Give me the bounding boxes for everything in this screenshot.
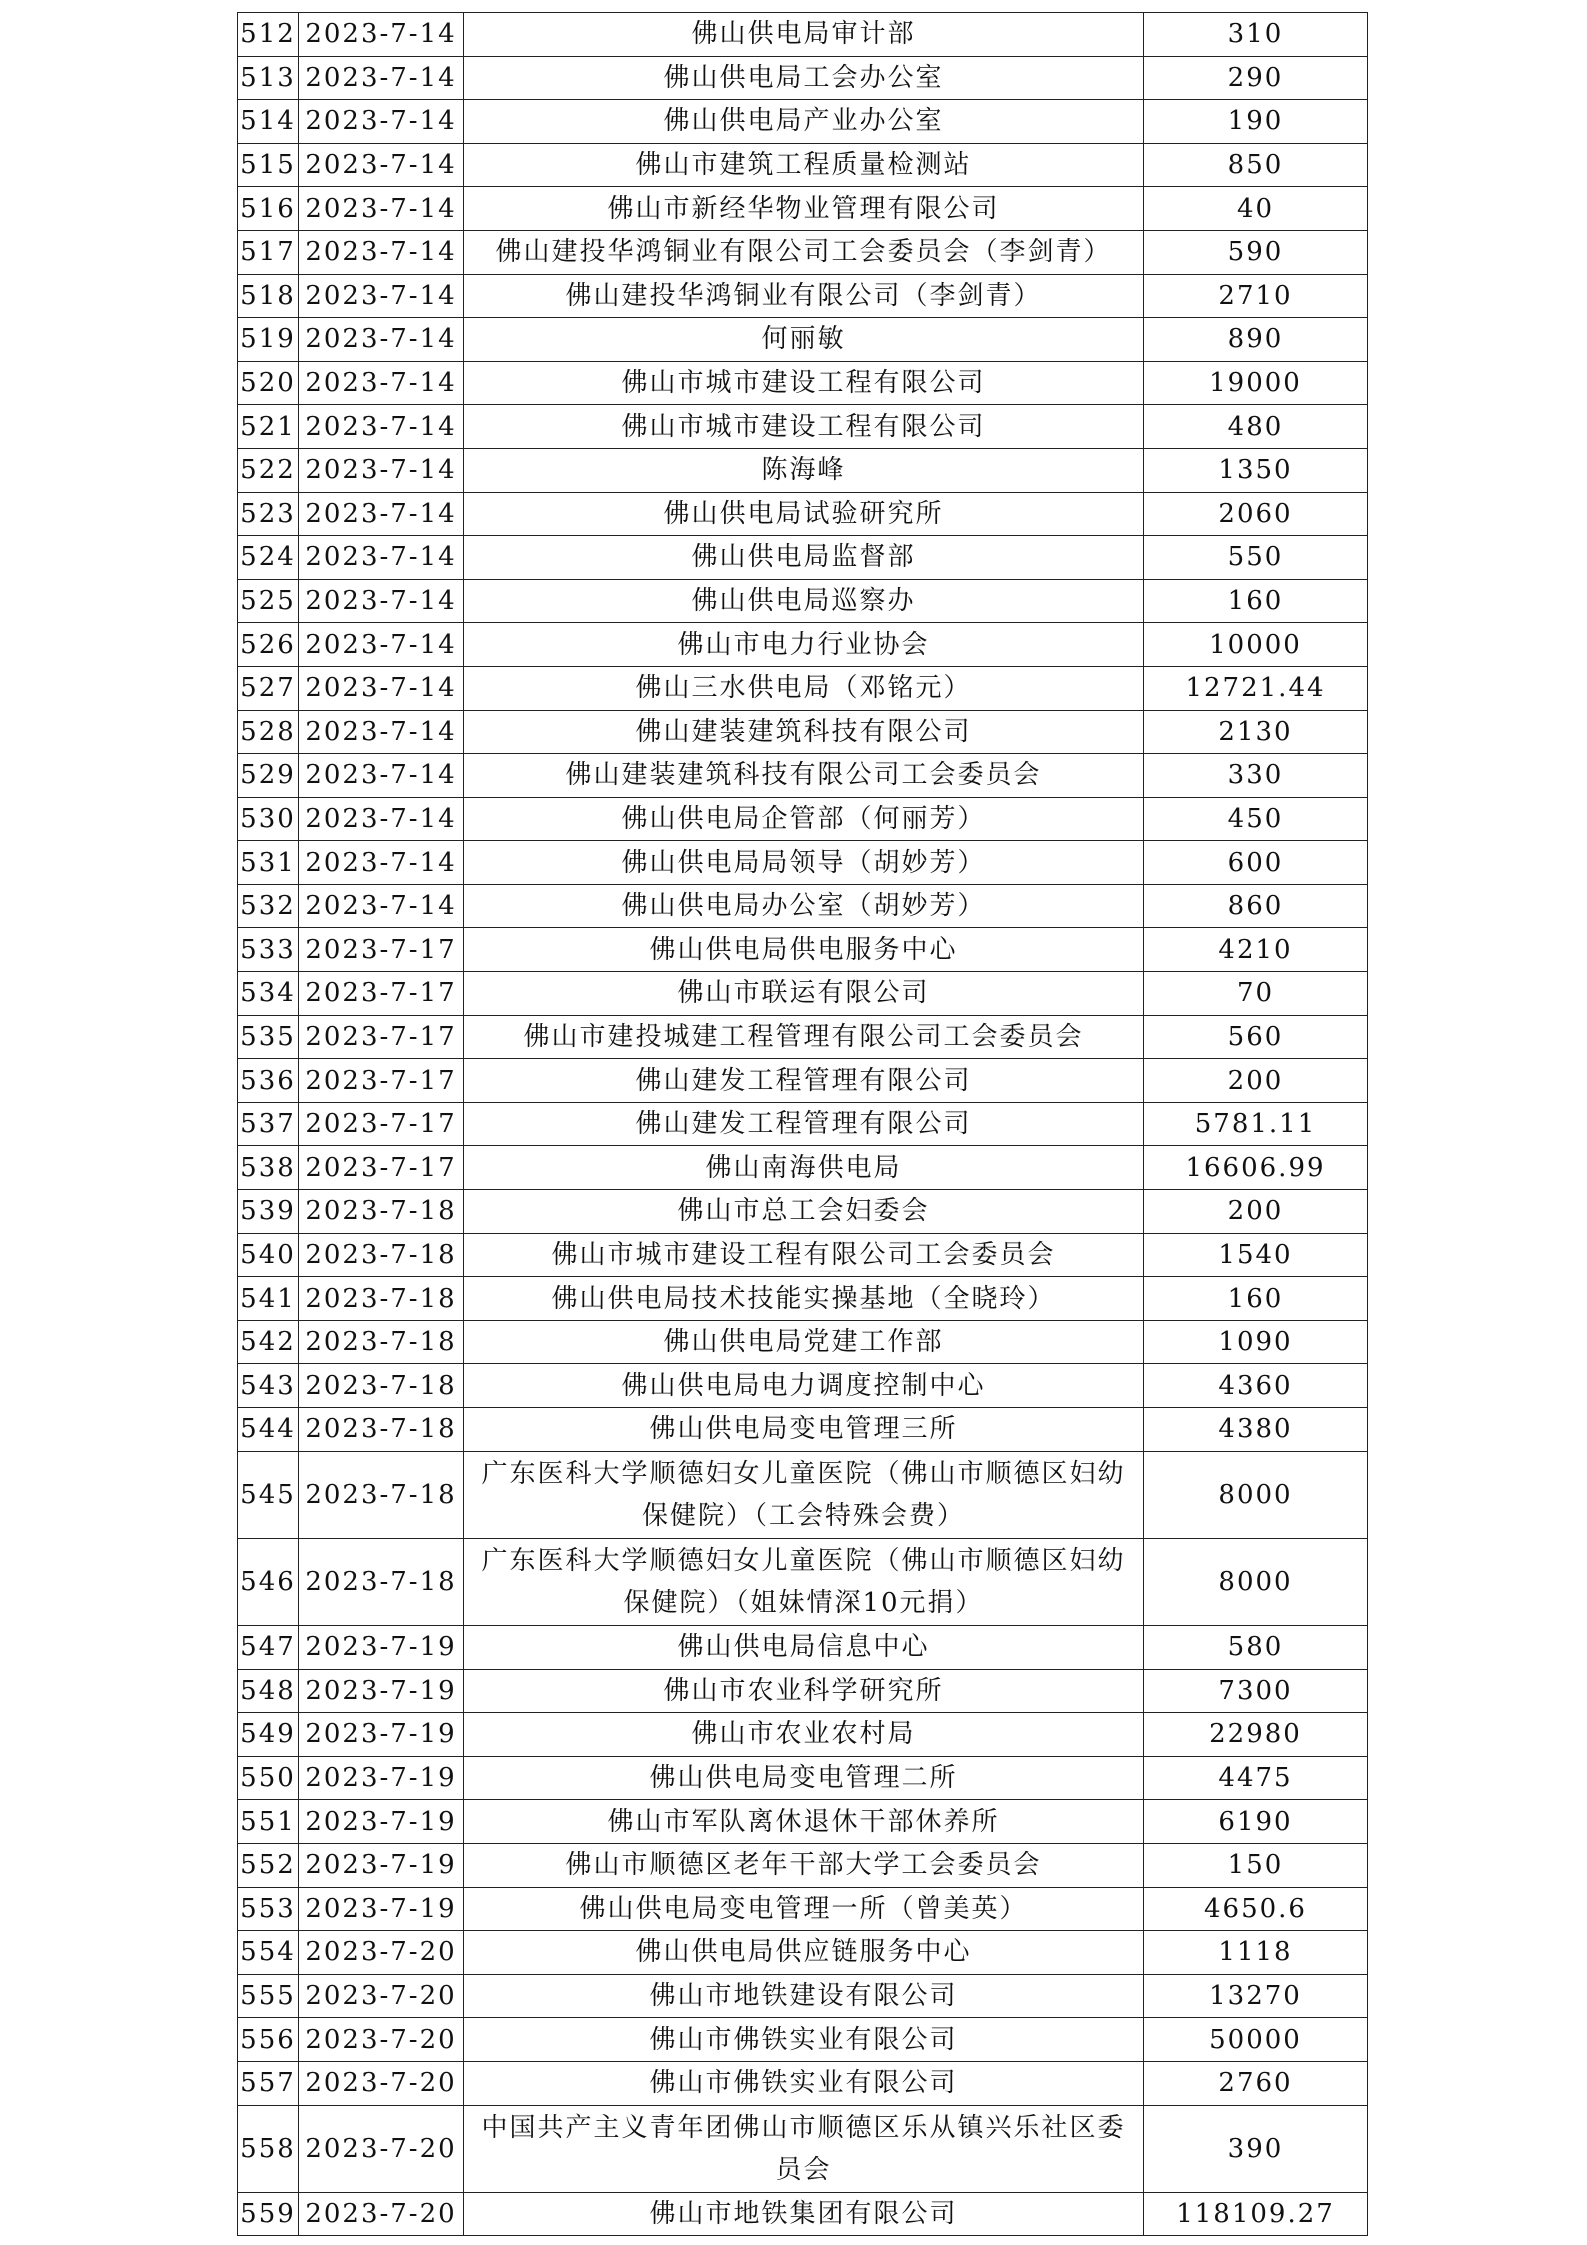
row-number: 519 [238, 318, 299, 362]
table-row [238, 1059, 1368, 1103]
row-number: 521 [238, 405, 299, 449]
row-donor-name: 佛山市城市建设工程有限公司工会委员会 [464, 1233, 1144, 1277]
table-row [238, 274, 1368, 318]
row-date: 2023-7-14 [299, 274, 464, 318]
row-donor-name: 佛山供电局变电管理一所（曾美英） [464, 1887, 1144, 1931]
row-donor-name: 佛山供电局巡察办 [464, 579, 1144, 623]
row-number: 556 [238, 2018, 299, 2062]
table-row [238, 492, 1368, 536]
row-date: 2023-7-19 [299, 1843, 464, 1887]
row-number: 522 [238, 448, 299, 492]
row-number: 518 [238, 274, 299, 318]
table-row [238, 405, 1368, 449]
row-amount: 40 [1144, 187, 1368, 231]
row-amount: 1118 [1144, 1931, 1368, 1975]
row-donor-name: 佛山市总工会妇委会 [464, 1190, 1144, 1234]
row-donor-name: 佛山市地铁建设有限公司 [464, 1974, 1144, 2018]
row-donor-name: 佛山市军队离休退休干部休养所 [464, 1800, 1144, 1844]
row-date: 2023-7-14 [299, 623, 464, 667]
row-number: 514 [238, 100, 299, 144]
row-amount: 150 [1144, 1843, 1368, 1887]
row-number: 543 [238, 1364, 299, 1408]
row-date: 2023-7-17 [299, 1059, 464, 1103]
row-number: 516 [238, 187, 299, 231]
row-donor-name: 佛山建发工程管理有限公司 [464, 1102, 1144, 1146]
row-amount: 4380 [1144, 1408, 1368, 1452]
row-donor-name: 佛山供电局技术技能实操基地（全晓玲） [464, 1277, 1144, 1321]
row-amount: 1540 [1144, 1233, 1368, 1277]
row-donor-name: 佛山市地铁集团有限公司 [464, 2192, 1144, 2236]
row-number: 531 [238, 841, 299, 885]
row-amount: 4360 [1144, 1364, 1368, 1408]
row-amount: 860 [1144, 884, 1368, 928]
row-number: 525 [238, 579, 299, 623]
row-donor-name: 中国共产主义青年团佛山市顺德区乐从镇兴乐社区委员会 [464, 2105, 1144, 2192]
table-row [238, 2018, 1368, 2062]
row-date: 2023-7-17 [299, 972, 464, 1016]
row-date: 2023-7-18 [299, 1538, 464, 1625]
row-amount: 1090 [1144, 1320, 1368, 1364]
table-row [238, 1320, 1368, 1364]
row-number: 523 [238, 492, 299, 536]
row-amount: 16606.99 [1144, 1146, 1368, 1190]
row-date: 2023-7-20 [299, 1931, 464, 1975]
table-row [238, 841, 1368, 885]
row-number: 541 [238, 1277, 299, 1321]
row-amount: 5781.11 [1144, 1102, 1368, 1146]
row-number: 550 [238, 1756, 299, 1800]
table-row [238, 1800, 1368, 1844]
table-row [238, 754, 1368, 798]
table-row [238, 579, 1368, 623]
row-donor-name: 佛山市城市建设工程有限公司 [464, 405, 1144, 449]
table-row [238, 1931, 1368, 1975]
row-number: 528 [238, 710, 299, 754]
table-row [238, 1233, 1368, 1277]
row-donor-name: 佛山供电局供电服务中心 [464, 928, 1144, 972]
row-amount: 560 [1144, 1015, 1368, 1059]
row-amount: 390 [1144, 2105, 1368, 2192]
row-donor-name: 佛山建投华鸿铜业有限公司工会委员会（李剑青） [464, 230, 1144, 274]
row-date: 2023-7-19 [299, 1669, 464, 1713]
table-row [238, 143, 1368, 187]
row-number: 551 [238, 1800, 299, 1844]
row-donor-name: 佛山市农业农村局 [464, 1713, 1144, 1757]
row-donor-name: 佛山三水供电局（邓铭元） [464, 666, 1144, 710]
row-date: 2023-7-14 [299, 361, 464, 405]
row-donor-name: 佛山市电力行业协会 [464, 623, 1144, 667]
row-date: 2023-7-14 [299, 448, 464, 492]
row-donor-name: 佛山供电局变电管理三所 [464, 1408, 1144, 1452]
row-donor-name: 佛山市城市建设工程有限公司 [464, 361, 1144, 405]
row-number: 545 [238, 1451, 299, 1538]
row-date: 2023-7-14 [299, 536, 464, 580]
row-amount: 13270 [1144, 1974, 1368, 2018]
row-date: 2023-7-18 [299, 1364, 464, 1408]
table-row [238, 1146, 1368, 1190]
row-number: 526 [238, 623, 299, 667]
row-number: 530 [238, 797, 299, 841]
table-row [238, 1538, 1368, 1625]
row-number: 534 [238, 972, 299, 1016]
row-date: 2023-7-14 [299, 56, 464, 100]
table-row [238, 2105, 1368, 2192]
row-date: 2023-7-18 [299, 1190, 464, 1234]
row-number: 537 [238, 1102, 299, 1146]
row-donor-name: 何丽敏 [464, 318, 1144, 362]
table-row [238, 1843, 1368, 1887]
row-amount: 8000 [1144, 1538, 1368, 1625]
table-row [238, 187, 1368, 231]
table-row [238, 884, 1368, 928]
row-date: 2023-7-20 [299, 1974, 464, 2018]
row-date: 2023-7-14 [299, 797, 464, 841]
row-number: 524 [238, 536, 299, 580]
row-amount: 330 [1144, 754, 1368, 798]
row-amount: 200 [1144, 1190, 1368, 1234]
row-amount: 2060 [1144, 492, 1368, 536]
row-amount: 2710 [1144, 274, 1368, 318]
row-number: 549 [238, 1713, 299, 1757]
row-donor-name: 佛山供电局信息中心 [464, 1625, 1144, 1669]
row-date: 2023-7-14 [299, 13, 464, 57]
table-row [238, 1190, 1368, 1234]
row-donor-name: 佛山建发工程管理有限公司 [464, 1059, 1144, 1103]
row-amount: 2760 [1144, 2061, 1368, 2105]
table-row [238, 1277, 1368, 1321]
row-amount: 4650.6 [1144, 1887, 1368, 1931]
row-date: 2023-7-18 [299, 1408, 464, 1452]
row-amount: 1350 [1144, 448, 1368, 492]
table-row [238, 797, 1368, 841]
row-amount: 7300 [1144, 1669, 1368, 1713]
row-donor-name: 佛山供电局办公室（胡妙芳） [464, 884, 1144, 928]
row-date: 2023-7-20 [299, 2018, 464, 2062]
row-number: 529 [238, 754, 299, 798]
table-row [238, 56, 1368, 100]
row-donor-name: 佛山市佛铁实业有限公司 [464, 2018, 1144, 2062]
row-amount: 4210 [1144, 928, 1368, 972]
row-number: 536 [238, 1059, 299, 1103]
row-number: 547 [238, 1625, 299, 1669]
row-amount: 50000 [1144, 2018, 1368, 2062]
row-date: 2023-7-14 [299, 492, 464, 536]
row-donor-name: 佛山市建筑工程质量检测站 [464, 143, 1144, 187]
row-amount: 310 [1144, 13, 1368, 57]
row-date: 2023-7-20 [299, 2192, 464, 2236]
row-date: 2023-7-20 [299, 2105, 464, 2192]
row-date: 2023-7-14 [299, 187, 464, 231]
row-donor-name: 佛山建装建筑科技有限公司 [464, 710, 1144, 754]
row-donor-name: 佛山供电局监督部 [464, 536, 1144, 580]
row-number: 555 [238, 1974, 299, 2018]
row-donor-name: 佛山供电局试验研究所 [464, 492, 1144, 536]
table-row [238, 1756, 1368, 1800]
table-row [238, 666, 1368, 710]
row-date: 2023-7-17 [299, 1146, 464, 1190]
row-number: 535 [238, 1015, 299, 1059]
row-amount: 2130 [1144, 710, 1368, 754]
row-amount: 118109.27 [1144, 2192, 1368, 2236]
row-number: 527 [238, 666, 299, 710]
row-amount: 450 [1144, 797, 1368, 841]
row-date: 2023-7-19 [299, 1713, 464, 1757]
row-date: 2023-7-14 [299, 666, 464, 710]
row-donor-name: 广东医科大学顺德妇女儿童医院（佛山市顺德区妇幼保健院）（工会特殊会费） [464, 1451, 1144, 1538]
row-amount: 850 [1144, 143, 1368, 187]
row-amount: 70 [1144, 972, 1368, 1016]
table-row [238, 623, 1368, 667]
row-donor-name: 佛山市顺德区老年干部大学工会委员会 [464, 1843, 1144, 1887]
row-date: 2023-7-14 [299, 754, 464, 798]
row-date: 2023-7-14 [299, 884, 464, 928]
table-row [238, 1408, 1368, 1452]
table-row [238, 318, 1368, 362]
row-date: 2023-7-20 [299, 2061, 464, 2105]
donation-table [237, 12, 1368, 2236]
row-donor-name: 广东医科大学顺德妇女儿童医院（佛山市顺德区妇幼保健院）（姐妹情深10元捐） [464, 1538, 1144, 1625]
row-donor-name: 佛山市农业科学研究所 [464, 1669, 1144, 1713]
table-row [238, 1887, 1368, 1931]
row-amount: 290 [1144, 56, 1368, 100]
row-amount: 600 [1144, 841, 1368, 885]
row-number: 540 [238, 1233, 299, 1277]
row-date: 2023-7-19 [299, 1625, 464, 1669]
table-row [238, 1625, 1368, 1669]
row-number: 557 [238, 2061, 299, 2105]
row-donor-name: 佛山供电局审计部 [464, 13, 1144, 57]
row-amount: 4475 [1144, 1756, 1368, 1800]
row-donor-name: 佛山市新经华物业管理有限公司 [464, 187, 1144, 231]
row-donor-name: 佛山供电局电力调度控制中心 [464, 1364, 1144, 1408]
row-date: 2023-7-14 [299, 230, 464, 274]
table-row [238, 2192, 1368, 2236]
row-donor-name: 佛山供电局供应链服务中心 [464, 1931, 1144, 1975]
row-date: 2023-7-17 [299, 1102, 464, 1146]
table-row [238, 13, 1368, 57]
row-number: 532 [238, 884, 299, 928]
row-date: 2023-7-18 [299, 1233, 464, 1277]
table-row [238, 1713, 1368, 1757]
row-date: 2023-7-14 [299, 100, 464, 144]
table-row [238, 448, 1368, 492]
table-row [238, 928, 1368, 972]
table-row [238, 1451, 1368, 1538]
row-amount: 160 [1144, 579, 1368, 623]
row-donor-name: 陈海峰 [464, 448, 1144, 492]
table-row [238, 1015, 1368, 1059]
row-number: 515 [238, 143, 299, 187]
row-number: 533 [238, 928, 299, 972]
row-donor-name: 佛山供电局产业办公室 [464, 100, 1144, 144]
row-donor-name: 佛山市联运有限公司 [464, 972, 1144, 1016]
table-row [238, 230, 1368, 274]
row-amount: 8000 [1144, 1451, 1368, 1538]
row-amount: 19000 [1144, 361, 1368, 405]
row-date: 2023-7-19 [299, 1800, 464, 1844]
row-number: 552 [238, 1843, 299, 1887]
table-row [238, 1974, 1368, 2018]
row-date: 2023-7-17 [299, 928, 464, 972]
row-date: 2023-7-14 [299, 143, 464, 187]
row-amount: 480 [1144, 405, 1368, 449]
row-donor-name: 佛山供电局企管部（何丽芳） [464, 797, 1144, 841]
row-number: 553 [238, 1887, 299, 1931]
row-amount: 10000 [1144, 623, 1368, 667]
row-number: 544 [238, 1408, 299, 1452]
row-amount: 890 [1144, 318, 1368, 362]
row-number: 539 [238, 1190, 299, 1234]
row-amount: 200 [1144, 1059, 1368, 1103]
table-row [238, 2061, 1368, 2105]
row-date: 2023-7-14 [299, 318, 464, 362]
table-row [238, 1669, 1368, 1713]
row-number: 520 [238, 361, 299, 405]
row-donor-name: 佛山供电局党建工作部 [464, 1320, 1144, 1364]
row-donor-name: 佛山南海供电局 [464, 1146, 1144, 1190]
row-date: 2023-7-19 [299, 1756, 464, 1800]
table-row [238, 536, 1368, 580]
row-date: 2023-7-14 [299, 841, 464, 885]
row-number: 548 [238, 1669, 299, 1713]
row-number: 546 [238, 1538, 299, 1625]
row-donor-name: 佛山建装建筑科技有限公司工会委员会 [464, 754, 1144, 798]
row-number: 538 [238, 1146, 299, 1190]
row-date: 2023-7-18 [299, 1320, 464, 1364]
row-amount: 22980 [1144, 1713, 1368, 1757]
row-date: 2023-7-19 [299, 1887, 464, 1931]
row-amount: 190 [1144, 100, 1368, 144]
donation-table-body [238, 13, 1368, 2236]
row-date: 2023-7-17 [299, 1015, 464, 1059]
table-row [238, 1364, 1368, 1408]
row-donor-name: 佛山建投华鸿铜业有限公司（李剑青） [464, 274, 1144, 318]
row-amount: 160 [1144, 1277, 1368, 1321]
row-donor-name: 佛山市建投城建工程管理有限公司工会委员会 [464, 1015, 1144, 1059]
row-amount: 590 [1144, 230, 1368, 274]
row-number: 517 [238, 230, 299, 274]
row-amount: 550 [1144, 536, 1368, 580]
row-date: 2023-7-18 [299, 1277, 464, 1321]
row-donor-name: 佛山市佛铁实业有限公司 [464, 2061, 1144, 2105]
table-row [238, 100, 1368, 144]
row-number: 554 [238, 1931, 299, 1975]
row-number: 559 [238, 2192, 299, 2236]
table-row [238, 1102, 1368, 1146]
row-donor-name: 佛山供电局局领导（胡妙芳） [464, 841, 1144, 885]
row-number: 542 [238, 1320, 299, 1364]
row-amount: 580 [1144, 1625, 1368, 1669]
row-number: 513 [238, 56, 299, 100]
row-date: 2023-7-14 [299, 579, 464, 623]
row-number: 512 [238, 13, 299, 57]
table-row [238, 710, 1368, 754]
row-number: 558 [238, 2105, 299, 2192]
table-row [238, 972, 1368, 1016]
row-donor-name: 佛山供电局工会办公室 [464, 56, 1144, 100]
row-date: 2023-7-14 [299, 710, 464, 754]
row-amount: 12721.44 [1144, 666, 1368, 710]
row-amount: 6190 [1144, 1800, 1368, 1844]
row-date: 2023-7-18 [299, 1451, 464, 1538]
row-date: 2023-7-14 [299, 405, 464, 449]
row-donor-name: 佛山供电局变电管理二所 [464, 1756, 1144, 1800]
table-row [238, 361, 1368, 405]
